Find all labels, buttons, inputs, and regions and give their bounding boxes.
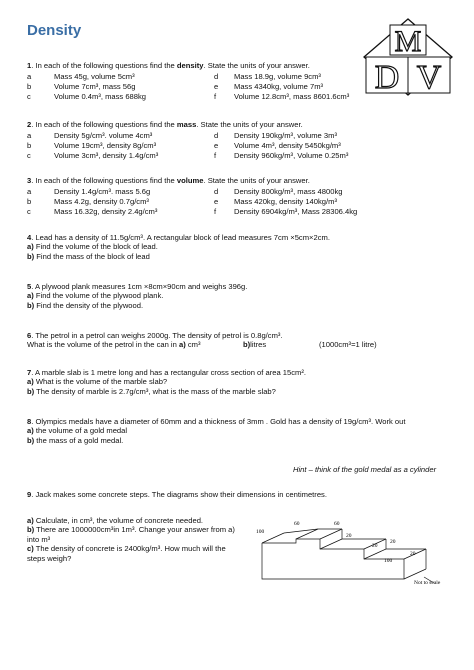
dim-label: 20 xyxy=(390,539,396,545)
question-3 xyxy=(27,176,447,217)
dim-label: 20 xyxy=(346,533,352,539)
question-1 xyxy=(27,61,447,102)
not-to-scale-note: Not to scale xyxy=(414,580,441,585)
question-3-intro: 3. In each of the following questions find the volume. State the units of your answer. xyxy=(27,176,310,185)
question-1-parts: a Mass 45g, volume 5cm³ d Mass 18.9g, volume 9cm³ b Volume 7cm³, mass 56g e Mass 4340kg, volume 7m³ c Volume 0.4m³, mass 688kg f Volume 12.8cm³, mass 8601.6cm³ xyxy=(27,72,350,102)
dim-label: 20 xyxy=(410,551,416,557)
question-1-intro: 1. In each of the following questions find the density. State the units of your answer. xyxy=(27,61,310,70)
question-2 xyxy=(27,120,447,161)
concrete-steps-diagram xyxy=(254,515,454,585)
page-title: Density xyxy=(27,22,82,39)
logo-letter-m: M xyxy=(394,25,422,58)
dim-label: 100 xyxy=(384,558,393,564)
dim-label: 100 xyxy=(256,529,265,535)
question-3-parts: a Density 1.4g/cm³. mass 5.6g d Density 800kg/m³, mass 4800kg b Mass 4.2g, density 0.7g/cm³ e Mass 420kg, density 140kg/m³ c Mass 16.32g, density 2.4g/cm³ f Density 6904kg/m³, Mass 28306.4kg xyxy=(27,187,358,217)
question-7: 7. A marble slab is 1 metre long and has a rectangular cross section of area 15cm². a) What is the volume of the marble slab? b) The density of marble is 2.7g/cm³, what is the mass of the marble slab? xyxy=(27,368,307,396)
logo-letter-d: D xyxy=(374,59,400,96)
question-8-hint: Hint – think of the gold medal as a cylinder xyxy=(293,465,437,474)
question-8: 8. Olympics medals have a diameter of 60mm and a thickness of 3mm . Gold has a density of 19g/cm³. Work out a) the volume of a gold medal b) the mass of a gold medal. xyxy=(27,417,406,445)
question-2-parts: a Density 5g/cm³. volume 4cm³ d Density 190kg/m³, volume 3m³ b Volume 19cm³, density 8g/cm³ e Volume 4m³, density 5450kg/m³ c Volume 3cm³, density 1.4g/cm³ f Density 960kg/m³, Volume 0.25m³ xyxy=(27,131,349,161)
question-9: 9. Jack makes some concrete steps. The diagrams show their dimensions in centimetres. xyxy=(27,490,327,499)
dim-label: 60 xyxy=(294,521,300,527)
question-5: 5. A plywood plank measures 1cm ×8cm×90cm and weighs 396g. a) Find the volume of the plywood plank. b) Find the density of the plywood. xyxy=(27,282,248,310)
question-9-parts: a) Calculate, in cm³, the volume of concrete needed. b) There are 1000000cm³in 1m³. Change your answer from a) into m³ c) The density of concrete is 2400kg/m³. How much will the steps weigh? xyxy=(27,516,235,563)
dim-label: 20 xyxy=(372,543,378,549)
dim-label: 60 xyxy=(334,521,340,527)
question-6: 6. The petrol in a petrol can weighs 2000g. The density of petrol is 0.8g/cm³. What is the volume of the petrol in the can in a) cm³ b)litres (1000cm³=1 litre) xyxy=(27,331,377,350)
question-2-intro: 2. In each of the following questions find the mass. State the units of your answer. xyxy=(27,120,303,129)
logo-letter-v: V xyxy=(416,59,442,96)
question-4: 4. Lead has a density of 11.5g/cm³. A rectangular block of lead measures 7cm ×5cm×2cm. a) Find the volume of the block of lead. b) Find the mass of the block of lead xyxy=(27,233,330,261)
